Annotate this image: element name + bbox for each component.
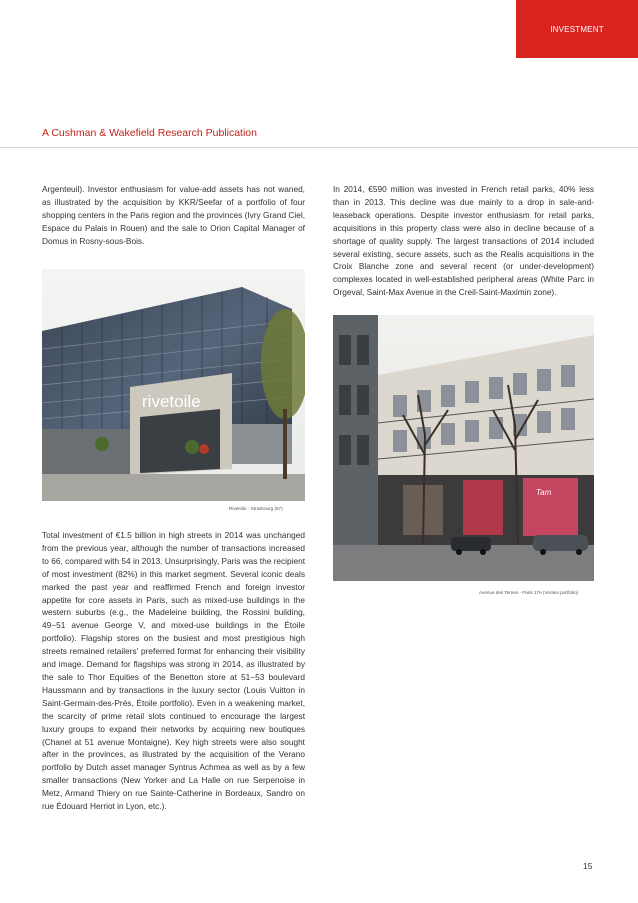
avenue-des-ternes-photo xyxy=(333,315,594,581)
avenue-des-ternes-caption: Avenue des Ternes - Paris 17e (Verano portfolio) xyxy=(479,590,579,595)
publication-title: A Cushman & Wakefield Research Publication xyxy=(42,127,257,139)
rivetoile-photo xyxy=(42,269,305,501)
right-top-paragraph: In 2014, €590 million was invested in French retail parks, 40% less than in 2013. This decline was due mainly to a drop in sale-and-leaseback operations. Despite investor enthusiasm for retail parks, acquisitions in this property class were also in decline because of a shortage of quality supply. The largest transactions of 2014 included several existing, secure assets, such as the Realis acquisitions in the Croix Blanche zone and several recent (or under-development) complexes located in well-established peripheral areas (White Parc in Orgeval, Saint-Max Avenue in the Creil-Saint-Maximin zone). xyxy=(333,184,594,298)
section-tab: INVESTMENT xyxy=(516,0,638,58)
rivetoile-photo-caption: Rivetoile - Strasbourg (67) xyxy=(229,506,283,511)
page-number: 15 xyxy=(583,861,593,871)
header-divider xyxy=(0,147,638,148)
rivetoile-sign: rivetoile xyxy=(142,392,201,411)
storefront-sign: Tam xyxy=(536,488,552,497)
left-top-paragraph: Argenteuil). Investor enthusiasm for value-add assets has not waned, as illustrated by the acquisition by KKR/Seefar of a portfolio of four shopping centers in the Paris region and the provinces (Ivry Grand Ciel, Espace du Palais in Rouen) and the sale to Orion Capital Manager of Domus in Rosny-sous-Bois. xyxy=(42,184,305,246)
left-bottom-paragraph: Total investment of €1.5 billion in high streets in 2014 was unchanged from the previous year, although the number of transactions increased to 66, compared with 54 in 2013. Unsurprisingly, Paris was the recipient of most investment (82%) in this market segment. Several iconic deals marked the past year and reaffirmed French and foreign investor appetite for core assets in Paris, such as mixed-use buildings in the western suburbs (e.g., the Madeleine building, the Rossini building, 49−51 avenue George V, and mixed-use buildings in the Étoile portfolio). Flagship stores on the busiest and most prestigious high streets remained retailers' preferred format for enhancing their visibility and image. Demand for flagships was strong in 2014, as illustrated by the sale to Thor Equities of the Benetton store at 51−53 boulevard Haussmann and by transactions in the luxury sector (Louis Vuitton in Saint-Germain-des-Prés, Étoile portfolio). Even in a weakening market, the scarcity of prime retail slots continued to encourage the largest luxury groups to expand their networks by acquiring new boutiques (Chanel at 51 avenue Montaigne). Key high streets were also sought after in the provinces, as illustrated by the acquisition of the Verano portfolio by Dutch asset manager Syntrus Achmea as well as by a few smaller transactions (New Yorker and La Halle on rue Serpenoise in Metz, Armand Thiery on rue Sainte-Catherine in Bordeaux, Sandro on rue Édouard Herriot in Lyon, etc.). xyxy=(42,530,305,812)
